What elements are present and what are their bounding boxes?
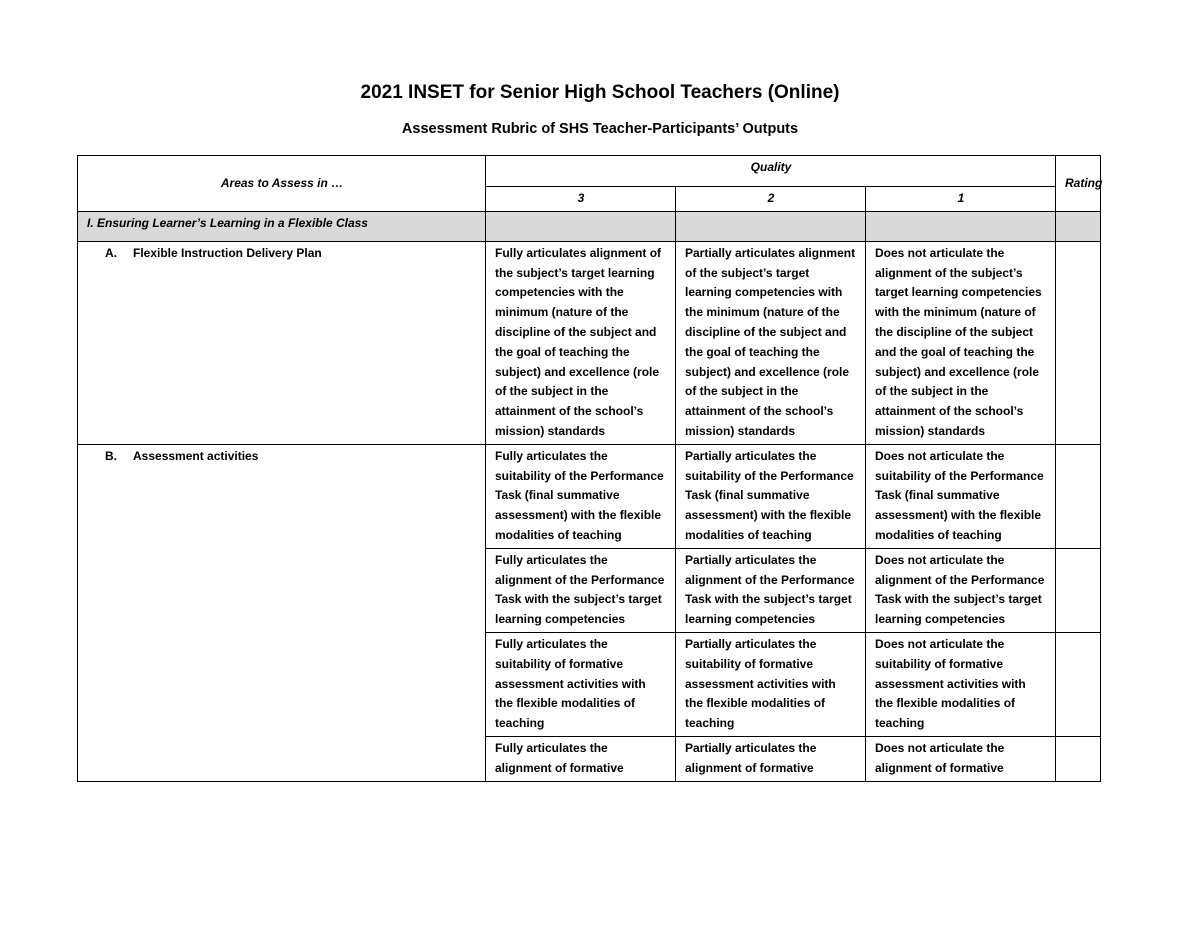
section-title: I. Ensuring Learner’s Learning in a Flexible Class xyxy=(78,211,486,241)
rating-cell[interactable] xyxy=(1056,632,1101,736)
area-label: Assessment activities xyxy=(133,448,259,463)
quality-1-cell: Does not articulate the alignment of the subject’s target learning competencies with the minimum (nature of the discipline of the subject and the goal of teaching the subject) and excellence (role of the subject in the attainment of the school’s mission) standards xyxy=(866,241,1056,444)
quality-level-1: 1 xyxy=(866,187,1056,212)
quality-2-cell: Partially articulates the suitability of the Performance Task (final summative assessment) with the flexible modalities of teaching xyxy=(676,444,866,548)
quality-3-cell: Fully articulates alignment of the subject’s target learning competencies with the minimum (nature of the discipline of the subject and the goal of teaching the subject) and excellence (role of the subject in the attainment of the school’s mission) standards xyxy=(486,241,676,444)
quality-header: Quality xyxy=(486,156,1056,187)
area-letter: A. xyxy=(105,245,117,260)
quality-2-cell: Partially articulates the alignment of the Performance Task with the subject’s target learning competencies xyxy=(676,548,866,632)
quality-3-cell: Fully articulates the alignment of the Performance Task with the subject’s target learning competencies xyxy=(486,548,676,632)
rating-cell[interactable] xyxy=(1056,444,1101,548)
area-label: Flexible Instruction Delivery Plan xyxy=(133,245,322,260)
areas-header: Areas to Assess in … xyxy=(78,156,486,212)
quality-2-cell: Partially articulates alignment of the subject’s target learning competencies with the minimum (nature of the discipline of the subject and the goal of teaching the subject) and excellence (role of the subject in the attainment of the school’s mission) standards xyxy=(676,241,866,444)
rating-cell[interactable] xyxy=(1056,548,1101,632)
section-cell-3 xyxy=(486,211,676,241)
rating-cell[interactable] xyxy=(1056,241,1101,444)
quality-1-cell: Does not articulate the alignment of formative xyxy=(866,736,1056,781)
area-cell xyxy=(78,241,486,444)
rating-header: Rating xyxy=(1056,156,1101,212)
quality-3-cell: Fully articulates the suitability of the Performance Task (final summative assessment) with the flexible modalities of teaching xyxy=(486,444,676,548)
quality-3-cell: Fully articulates the alignment of formative xyxy=(486,736,676,781)
quality-3-cell: Fully articulates the suitability of formative assessment activities with the flexible modalities of teaching xyxy=(486,632,676,736)
section-cell-2 xyxy=(676,211,866,241)
quality-1-cell: Does not articulate the alignment of the Performance Task with the subject’s target learning competencies xyxy=(866,548,1056,632)
quality-2-cell: Partially articulates the suitability of formative assessment activities with the flexible modalities of teaching xyxy=(676,632,866,736)
document-title: 2021 INSET for Senior High School Teachers (Online) xyxy=(360,82,840,103)
section-cell-rating xyxy=(1056,211,1101,241)
quality-2-cell: Partially articulates the alignment of formative xyxy=(676,736,866,781)
header-row-1 xyxy=(78,156,1101,187)
rating-cell[interactable] xyxy=(1056,736,1101,781)
rubric-table xyxy=(77,155,1101,782)
table-row xyxy=(78,241,1101,444)
document-subtitle: Assessment Rubric of SHS Teacher-Participants’ Outputs xyxy=(401,121,799,137)
section-cell-1 xyxy=(866,211,1056,241)
table-row xyxy=(78,444,1101,548)
quality-1-cell: Does not articulate the suitability of the Performance Task (final summative assessment) with the flexible modalities of teaching xyxy=(866,444,1056,548)
quality-1-cell: Does not articulate the suitability of formative assessment activities with the flexible modalities of teaching xyxy=(866,632,1056,736)
section-row xyxy=(78,211,1101,241)
area-cell xyxy=(78,444,486,781)
quality-level-3: 3 xyxy=(486,187,676,212)
quality-level-2: 2 xyxy=(676,187,866,212)
area-letter: B. xyxy=(105,448,117,463)
